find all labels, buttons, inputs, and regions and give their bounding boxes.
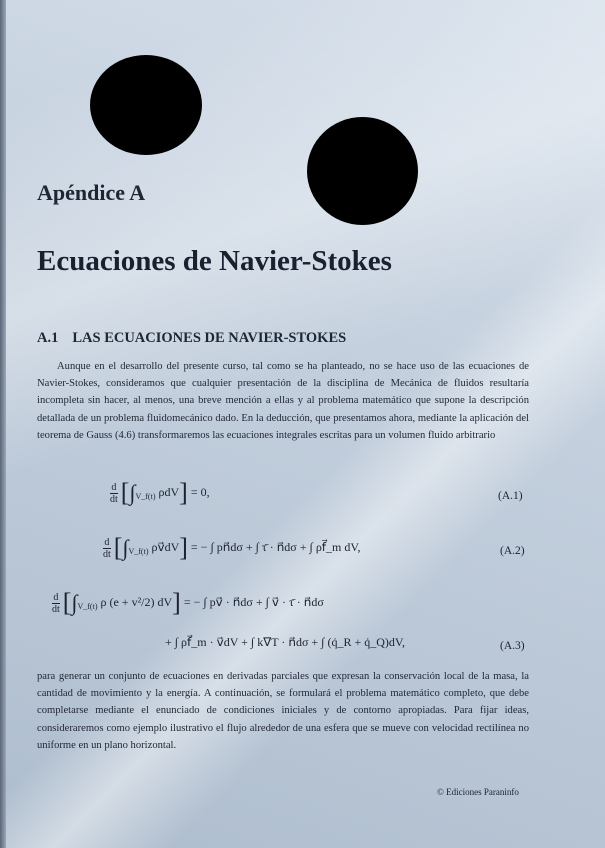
integral-domain: V_f(t) — [128, 547, 149, 557]
page-edge-shadow — [0, 0, 6, 848]
equation-rhs: + ∫ ρf⃗_m · v⃗dV + ∫ k∇T · n⃗dσ + ∫ (q̇_R + q̇_Q)dV, — [165, 635, 406, 649]
equation-rhs: = − ∫ pn⃗dσ + ∫ τ̄ · n⃗dσ + ∫ ρf⃗_m dV, — [190, 539, 361, 554]
publisher-footer: © Ediciones Paraninfo — [437, 787, 519, 797]
integral-domain: V_f(t) — [135, 492, 156, 502]
equation-a3-line1: $\frac{d}{dt}$ [$\int_{V\_f(t)}$ ρ (e + v²/2) dV] = − ∫ pv⃗ · n⃗dσ + ∫ v⃗ · τ̄ · n⃗dσ — [52, 588, 324, 617]
frac-top: d — [111, 481, 117, 493]
section-number: A.1 — [37, 330, 59, 346]
paragraph: para generar un conjunto de ecuaciones en derivadas parciales que expresan la conservación local de la masa, la cantidad de movimiento y la energía. A continuación, se formulará el problema matemático completo, que debe completarse mediante el enunciado de condiciones iniciales y de contorno apropiadas. Para fijar ideas, consideraremos como ejemplo ilustrativo el flujo alrededor de una esfera que se mueve con velocidad rectilínea no uniforme en un plano horizontal. — [37, 671, 529, 751]
integrand: ρv⃗dV — [151, 539, 180, 554]
frac-bottom: dt — [52, 603, 60, 615]
derivative — [103, 537, 111, 560]
paragraph: Aunque en el desarrollo del presente curso, tal como se ha planteado, no se hace uso de las ecuaciones de Navier-Stokes, consideramos que cualquier presentación de la disciplina de Mecánica de fluidos resultaría incompleta sin hacer, al menos, una breve mención a ellas y al problema matemático que supone la descripción detallada de un problema fluidomecánico dado. En la deducción, que presentamos ahora, mediante la aplicación del teorema de Gauss (4.6) transformaremos las ecuaciones integrales escritas para un volumen fluido arbitrario — [37, 361, 529, 441]
frac-top: d — [53, 591, 59, 603]
equation-rhs: = − ∫ pv⃗ · n⃗dσ + ∫ v⃗ · τ̄ · n⃗dσ — [183, 594, 324, 609]
derivative — [110, 482, 118, 505]
frac-bottom: dt — [103, 548, 111, 560]
integrand: ρdV — [158, 484, 180, 499]
derivative — [52, 592, 60, 615]
section-heading — [37, 330, 346, 347]
equation-a2: $\frac{d}{dt}$ [$\int_{V\_f(t)}$ ρv⃗dV] = − ∫ pn⃗dσ + ∫ τ̄ · n⃗dσ + ∫ ρf⃗_m dV, — [103, 533, 361, 562]
frac-bottom: dt — [110, 493, 118, 505]
equation-label: (A.2) — [500, 545, 525, 557]
section-title: LAS ECUACIONES DE NAVIER-STOKES — [72, 330, 347, 346]
equation-label: (A.1) — [498, 490, 523, 502]
redaction-blob — [307, 117, 418, 225]
equation-label: (A.3) — [500, 640, 525, 652]
equation-a3-line2 — [165, 635, 405, 650]
equation-a1: $\frac{d}{dt}$ [$\int_{V\_f(t)}$ ρdV] = 0, — [110, 478, 210, 507]
equation-rhs: = 0, — [190, 484, 210, 499]
frac-top: d — [104, 536, 110, 548]
redaction-blob — [90, 55, 202, 155]
appendix-heading: Apéndice A — [37, 180, 146, 205]
integral-domain: V_f(t) — [77, 602, 98, 612]
integrand: ρ (e + v²/2) dV — [100, 594, 173, 609]
chapter-title: Ecuaciones de Navier-Stokes — [37, 245, 392, 277]
